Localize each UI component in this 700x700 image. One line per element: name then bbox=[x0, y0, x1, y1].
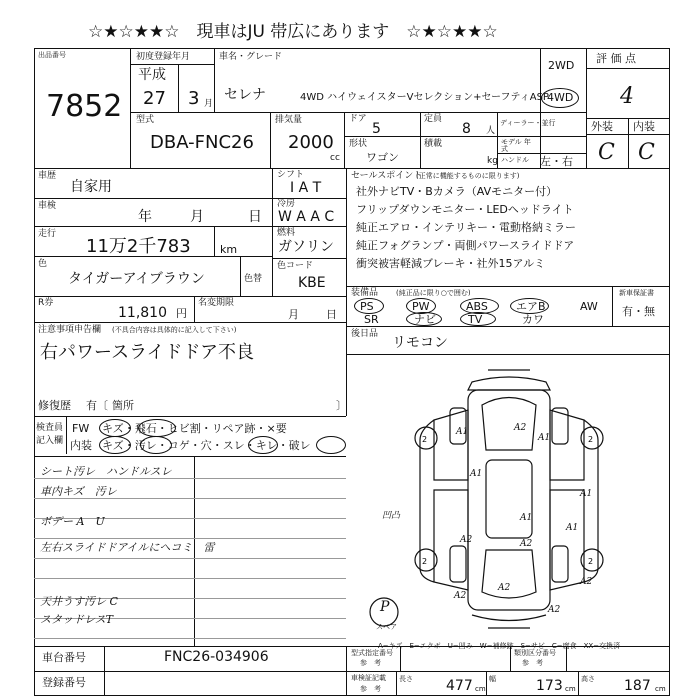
height-value: 187 bbox=[624, 678, 651, 694]
damage-diagram bbox=[350, 360, 668, 642]
car-grade: 4WD ハイウェイスターVセレクション+セーフティASP bbox=[300, 92, 549, 103]
damage-mark: A1 bbox=[566, 523, 579, 533]
chassis-label: 車台番号 bbox=[42, 651, 86, 664]
damage-mark: A2 bbox=[498, 583, 511, 593]
repair-label: 修復歴 bbox=[38, 399, 71, 412]
mileage-value: 11万2千783 bbox=[86, 236, 191, 257]
interior-insp-items: キズ・汚レ・コゲ・穴・スレ・キレ・破レ bbox=[102, 439, 311, 452]
fw-items: キズ・飛石・ヒビ割・リペア跡・×要 bbox=[102, 422, 287, 435]
width-label: 幅 bbox=[489, 675, 496, 683]
sales-points-sub: (正常に機能するものに限ります) bbox=[416, 172, 520, 180]
damage-mark: A1 bbox=[580, 489, 593, 499]
damage-mark: A2 bbox=[548, 605, 561, 615]
note-line bbox=[34, 638, 346, 639]
displacement-value: 2000 bbox=[288, 132, 334, 153]
height-unit: cm bbox=[655, 685, 666, 693]
equipment-item: ナビ bbox=[414, 313, 436, 326]
damage-mark: A2 bbox=[460, 535, 473, 545]
displacement-label: 排気量 bbox=[275, 115, 303, 125]
shape-value: ワゴン bbox=[366, 151, 399, 164]
doors-label: ドア bbox=[349, 114, 367, 124]
fw-kizu-circle bbox=[99, 419, 131, 437]
interior-label: 内装 bbox=[633, 120, 655, 133]
wheel-fr-mark: 2 bbox=[588, 435, 594, 444]
model-label: 型式 bbox=[136, 115, 155, 125]
rating-label: 評 価 点 bbox=[596, 52, 636, 65]
width-value: 173 bbox=[536, 678, 563, 694]
drive-2wd: 2WD bbox=[548, 59, 575, 72]
reg-no-label: 登録番号 bbox=[42, 676, 86, 689]
side-note: 凹凸 bbox=[382, 511, 401, 521]
length-unit: cm bbox=[475, 685, 486, 693]
damage-legend: A−キズ E−エクボ U−凹み W−補修跡 S−サビ C−腐食 XX−交換済 bbox=[378, 642, 621, 650]
recycle-label: R券 bbox=[38, 298, 54, 308]
capacity-unit: 人 bbox=[486, 126, 496, 136]
notes-sub: (不具合内容は具体的に記入して下さい) bbox=[112, 326, 237, 334]
drive-4wd: 4WD bbox=[547, 91, 574, 104]
car-name-label: 車名・グレード bbox=[219, 52, 283, 62]
after-items-label: 後日品 bbox=[351, 329, 379, 339]
sales-point-item: 社外ナビTV・Bカメラ（AVモニター付） bbox=[356, 185, 558, 198]
first-reg-month-unit: 月 bbox=[204, 99, 214, 109]
lot-number: 7852 bbox=[46, 89, 123, 124]
wheel-rl-mark: 2 bbox=[422, 557, 428, 566]
interior-grade: C bbox=[638, 140, 655, 165]
handle-label: ハンドル bbox=[501, 156, 529, 164]
in-kizu-circle bbox=[99, 436, 131, 454]
class-no-label: 類別区分番号 bbox=[514, 649, 556, 657]
damage-mark: A1 bbox=[456, 427, 469, 437]
fw-label: FW bbox=[72, 422, 90, 435]
height-label: 高さ bbox=[581, 675, 595, 683]
model-year-label: モデル 年式 bbox=[501, 138, 531, 153]
equipment-item: カワ bbox=[522, 313, 544, 326]
chassis-value: FNC26-034906 bbox=[164, 649, 269, 665]
mileage-unit: km bbox=[220, 243, 238, 256]
width-unit: cm bbox=[565, 685, 576, 693]
length-label: 長さ bbox=[399, 675, 413, 683]
history-value: 自家用 bbox=[70, 179, 112, 195]
damage-mark: A2 bbox=[580, 577, 593, 587]
damage-mark: A2 bbox=[514, 423, 527, 433]
notes-text: 右パワースライドドア不良 bbox=[40, 342, 255, 363]
handle-value: 左・右 bbox=[540, 155, 573, 168]
hand-note: 車内キズ 汚レ bbox=[40, 485, 117, 498]
inspector-label-1: 検査員 bbox=[36, 423, 64, 433]
sales-point-item: 衝突被害軽減ブレーキ・社外15アルミ bbox=[356, 257, 546, 270]
sales-points-label: セールスポイント bbox=[351, 171, 423, 181]
spare-mark: P bbox=[380, 599, 390, 615]
sales-point-item: 純正エアロ・インテリキー・電動格納ミラー bbox=[356, 221, 576, 234]
load-label: 積載 bbox=[424, 139, 443, 149]
damage-mark: A2 bbox=[454, 591, 467, 601]
inspection-day: 日 bbox=[248, 209, 262, 225]
note-line bbox=[34, 478, 346, 479]
dims-ref: 参 考 bbox=[360, 685, 381, 693]
rating-value: 4 bbox=[620, 84, 634, 109]
damage-mark: A1 bbox=[520, 513, 533, 523]
equipment-circle bbox=[510, 298, 549, 314]
first-reg-year: 27 bbox=[143, 88, 166, 109]
equipment-item: ABS bbox=[466, 300, 488, 313]
type-no-label: 型式指定番号 bbox=[351, 649, 393, 657]
mileage-label: 走行 bbox=[38, 229, 57, 239]
lot-label: 出品番号 bbox=[38, 51, 66, 59]
first-reg-era: 平成 bbox=[138, 67, 166, 83]
capacity-value: 8 bbox=[462, 121, 471, 137]
wheel-fl-mark: 2 bbox=[422, 435, 428, 444]
color-value: タイガーアイブラウン bbox=[68, 271, 205, 287]
doors-value: 5 bbox=[372, 121, 381, 137]
color-change-label: 色替 bbox=[244, 274, 263, 284]
inspection-year: 年 bbox=[138, 209, 152, 225]
equipment-item: PS bbox=[360, 300, 374, 313]
recycle-value: 11,810 bbox=[118, 305, 167, 321]
in-yogore-circle bbox=[140, 436, 172, 454]
aircon-value: W A A C bbox=[278, 209, 335, 225]
length-value: 477 bbox=[446, 678, 473, 694]
exterior-grade: C bbox=[598, 140, 615, 165]
equipment-circle bbox=[354, 298, 384, 314]
load-unit: kg bbox=[487, 156, 498, 166]
repair-close: 〕 bbox=[336, 399, 347, 412]
hand-note: スタッドレスT bbox=[40, 613, 114, 626]
expiry-day: 日 bbox=[326, 308, 337, 321]
fuel-value: ガソリン bbox=[278, 239, 334, 255]
hand-note: ボデー A U bbox=[40, 515, 105, 528]
note-line bbox=[34, 538, 346, 539]
shape-label: 形状 bbox=[349, 139, 368, 149]
notes-label: 注意事項申告欄 bbox=[38, 325, 102, 335]
exterior-label: 外装 bbox=[591, 120, 613, 133]
inspection-month: 月 bbox=[190, 209, 204, 225]
equipment-label: 装備品 bbox=[351, 288, 379, 298]
in-sure-circle bbox=[248, 436, 278, 454]
hand-note: 左右スライドドアイルにヘコミ 雷 bbox=[40, 541, 215, 554]
note-line bbox=[34, 558, 346, 559]
damage-mark: A1 bbox=[538, 433, 551, 443]
equipment-item: SR bbox=[364, 313, 379, 326]
sales-point-item: 純正フォグランプ・両側パワースライドドア bbox=[356, 239, 575, 252]
inspector-label-2: 記入欄 bbox=[36, 436, 64, 446]
banner: ☆★☆★★☆ 現車はJU 帯広にあります ☆★☆★★☆ bbox=[88, 22, 498, 42]
dealer-label: ディーラー・並行 bbox=[500, 119, 556, 127]
color-code-label: 色コード bbox=[277, 261, 314, 271]
repair-tail: 箇所 bbox=[112, 399, 134, 412]
displacement-unit: cc bbox=[330, 153, 340, 163]
expiry-month: 月 bbox=[288, 308, 299, 321]
in-yabure-circle bbox=[316, 436, 346, 454]
car-name: セレナ bbox=[224, 87, 266, 103]
note-line bbox=[34, 498, 346, 499]
hand-note: シート汚レ ハンドルスレ bbox=[40, 465, 172, 478]
color-code-value: KBE bbox=[298, 275, 326, 291]
after-items-value: リモコン bbox=[392, 335, 448, 351]
history-label: 車歴 bbox=[38, 171, 57, 181]
equipment-item: TV bbox=[468, 313, 483, 326]
damage-mark: A2 bbox=[520, 539, 533, 549]
color-label: 色 bbox=[38, 259, 48, 269]
shift-label: シフト bbox=[277, 170, 305, 180]
hand-note: 天井うす汚レ C bbox=[40, 595, 118, 608]
equipment-item: PW bbox=[412, 300, 430, 313]
interior-insp-label: 内装 bbox=[70, 439, 92, 452]
sales-point-item: フリップダウンモニター・LEDヘッドライト bbox=[356, 203, 574, 216]
shift-value: I A T bbox=[290, 180, 322, 196]
warranty-value: 有・無 bbox=[622, 305, 655, 318]
equipment-item: AW bbox=[580, 300, 598, 313]
equipment-item: エアB bbox=[516, 300, 546, 313]
inspection-label: 車検 bbox=[38, 201, 57, 211]
note-line bbox=[34, 578, 346, 579]
recycle-unit: 円 bbox=[176, 307, 187, 320]
expiry-label: 名変期限 bbox=[198, 298, 235, 308]
dims-label: 車検証記載 bbox=[351, 674, 386, 682]
equipment-sub: (純正品に限り○で囲む) bbox=[396, 289, 471, 297]
repair-value: 有〔 bbox=[86, 399, 108, 412]
warranty-label: 新車保証書 bbox=[619, 289, 654, 297]
fw-tobiishi-circle bbox=[138, 419, 176, 437]
first-reg-month: 3 bbox=[188, 88, 200, 109]
capacity-label: 定員 bbox=[424, 114, 443, 124]
first-reg-label: 初度登録年月 bbox=[136, 52, 191, 62]
equipment-circle bbox=[406, 312, 442, 326]
wheel-rr-mark: 2 bbox=[588, 557, 594, 566]
equipment-circle bbox=[460, 312, 496, 326]
model-value: DBA-FNC26 bbox=[150, 132, 254, 153]
fuel-label: 燃料 bbox=[277, 228, 296, 238]
type-no-ref: 参 考 bbox=[360, 659, 381, 667]
spare-label: スペア bbox=[376, 623, 397, 631]
aircon-label: 冷房 bbox=[277, 199, 296, 209]
damage-mark: A1 bbox=[470, 469, 483, 479]
class-no-ref: 参 考 bbox=[522, 659, 543, 667]
